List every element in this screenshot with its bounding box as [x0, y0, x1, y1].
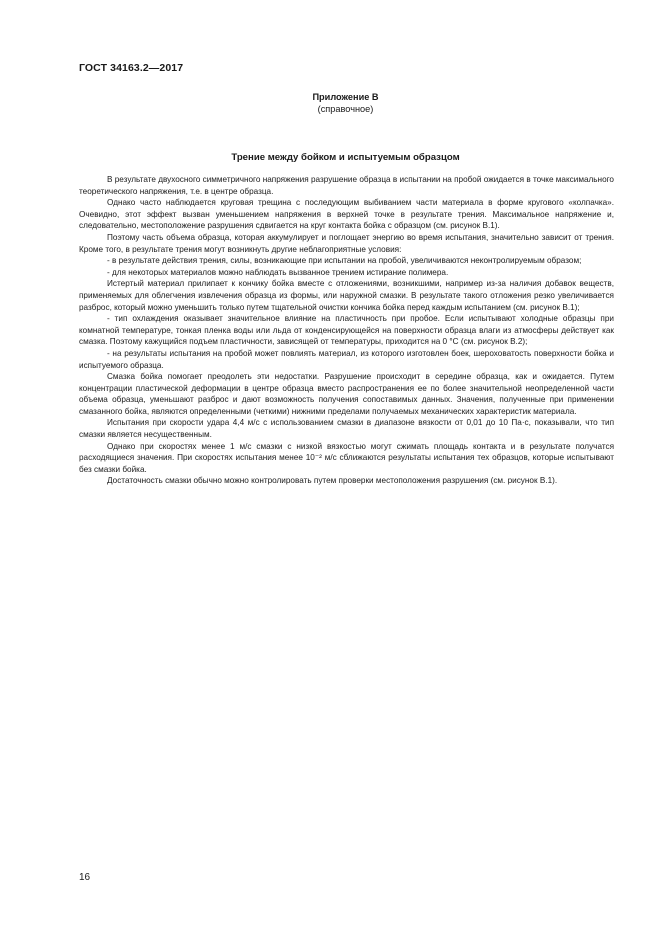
page-number: 16 [79, 872, 91, 883]
paragraph: Истертый материал прилипает к кончику бойка вместе с отложениями, возникшими, например из-за наличия добавок веществ, применяемых для облегчения извлечения образца из формы, или наружной смазки. В результате такого отложения резко увеличивается разброс, который можно уменьшить только путем тщательной очистки кончика бойка перед каждым испытанием (см. рисунок В.1); [79, 279, 614, 312]
appendix-subtitle: (справочное) [317, 103, 374, 114]
section-title: Трение между бойком и испытуемым образцом [231, 152, 460, 163]
list-item: - на результаты испытания на пробой может повлиять материал, из которого изготовлен боек, шероховатость поверхности бойка и испытуемого образца. [79, 348, 614, 370]
paragraph: Испытания при скорости удара 4,4 м/с с использованием смазки в диапазоне вязкости от 0,01 до 10 Па·с, показывали, что тип смазки является несущественным. [79, 418, 614, 440]
paragraph: В результате двухосного симметричного напряжения разрушение образца в испытании на пробой ожидается в точке максимального теоретического напряжения, т.е. в центре образца. [79, 175, 614, 196]
list-item: - тип охлаждения оказывает значительное влияние на пластичность при пробое. Если испытывают холодные образцы при комнатной температуре, тонкая пленка воды или льда от конденсирующейся на поверхности образца влаги из атмосферы действует как смазка. Поэтому кажущийся подъем пластичности, зависящей от температуры, приходится на 0 °С (см. рисунок В.2); [79, 314, 614, 347]
appendix-heading [0, 92, 661, 115]
list-item: - для некоторых материалов можно наблюдать вызванное трением истирание полимера. [107, 267, 449, 277]
document-code: ГОСТ 34163.2—2017 [79, 62, 184, 74]
paragraph: Однако при скоростях менее 1 м/с смазки с низкой вязкостью могут сжимать площадь контакта и в результате получатся расходящиеся значения. При скоростях испытания менее 10⁻² м/с сближаются результаты испытания тех образцов, которые испытывают без смазки бойка. [79, 441, 614, 474]
paragraph: Достаточность смазки обычно можно контролировать путем проверки местоположения разрушения (см. рисунок В.1). [107, 476, 558, 486]
appendix-title: Приложение В [312, 92, 379, 102]
list-item: - в результате действия трения, силы, возникающие при испытании на пробой, увеличиваются неконтролируемым образом; [107, 256, 582, 266]
paragraph: Однако часто наблюдается круговая трещина с последующим выбиванием части материала в форме кругового «колпачка». Очевидно, этот эффект вызван уменьшением напряжения в верхней точке в результате трения. Максимальное напряжение и, следовательно, местоположение разрушения сдвигается на круг контакта бойка с образцом (см. рисунок В.1). [79, 198, 614, 231]
paragraph: Поэтому часть объема образца, которая аккумулирует и поглощает энергию во время испытания, значительно зависит от трения. Кроме того, в результате трения могут возникнуть другие неблагоприятные условия: [79, 232, 614, 254]
body-text [79, 174, 614, 487]
paragraph: Смазка бойка помогает преодолеть эти недостатки. Разрушение происходит в середине образца, как и ожидается. Путем концентрации пластической деформации в центре образца вместо распространения ее по более значительной неопределенной части объема образца, уменьшают разброс и дают возможность получения сопоставимых данных. Значения, полученные при применении смазанного бойка, являются определенными (четкими) нижними пределами получаемых механических характеристик материала. [79, 372, 614, 416]
